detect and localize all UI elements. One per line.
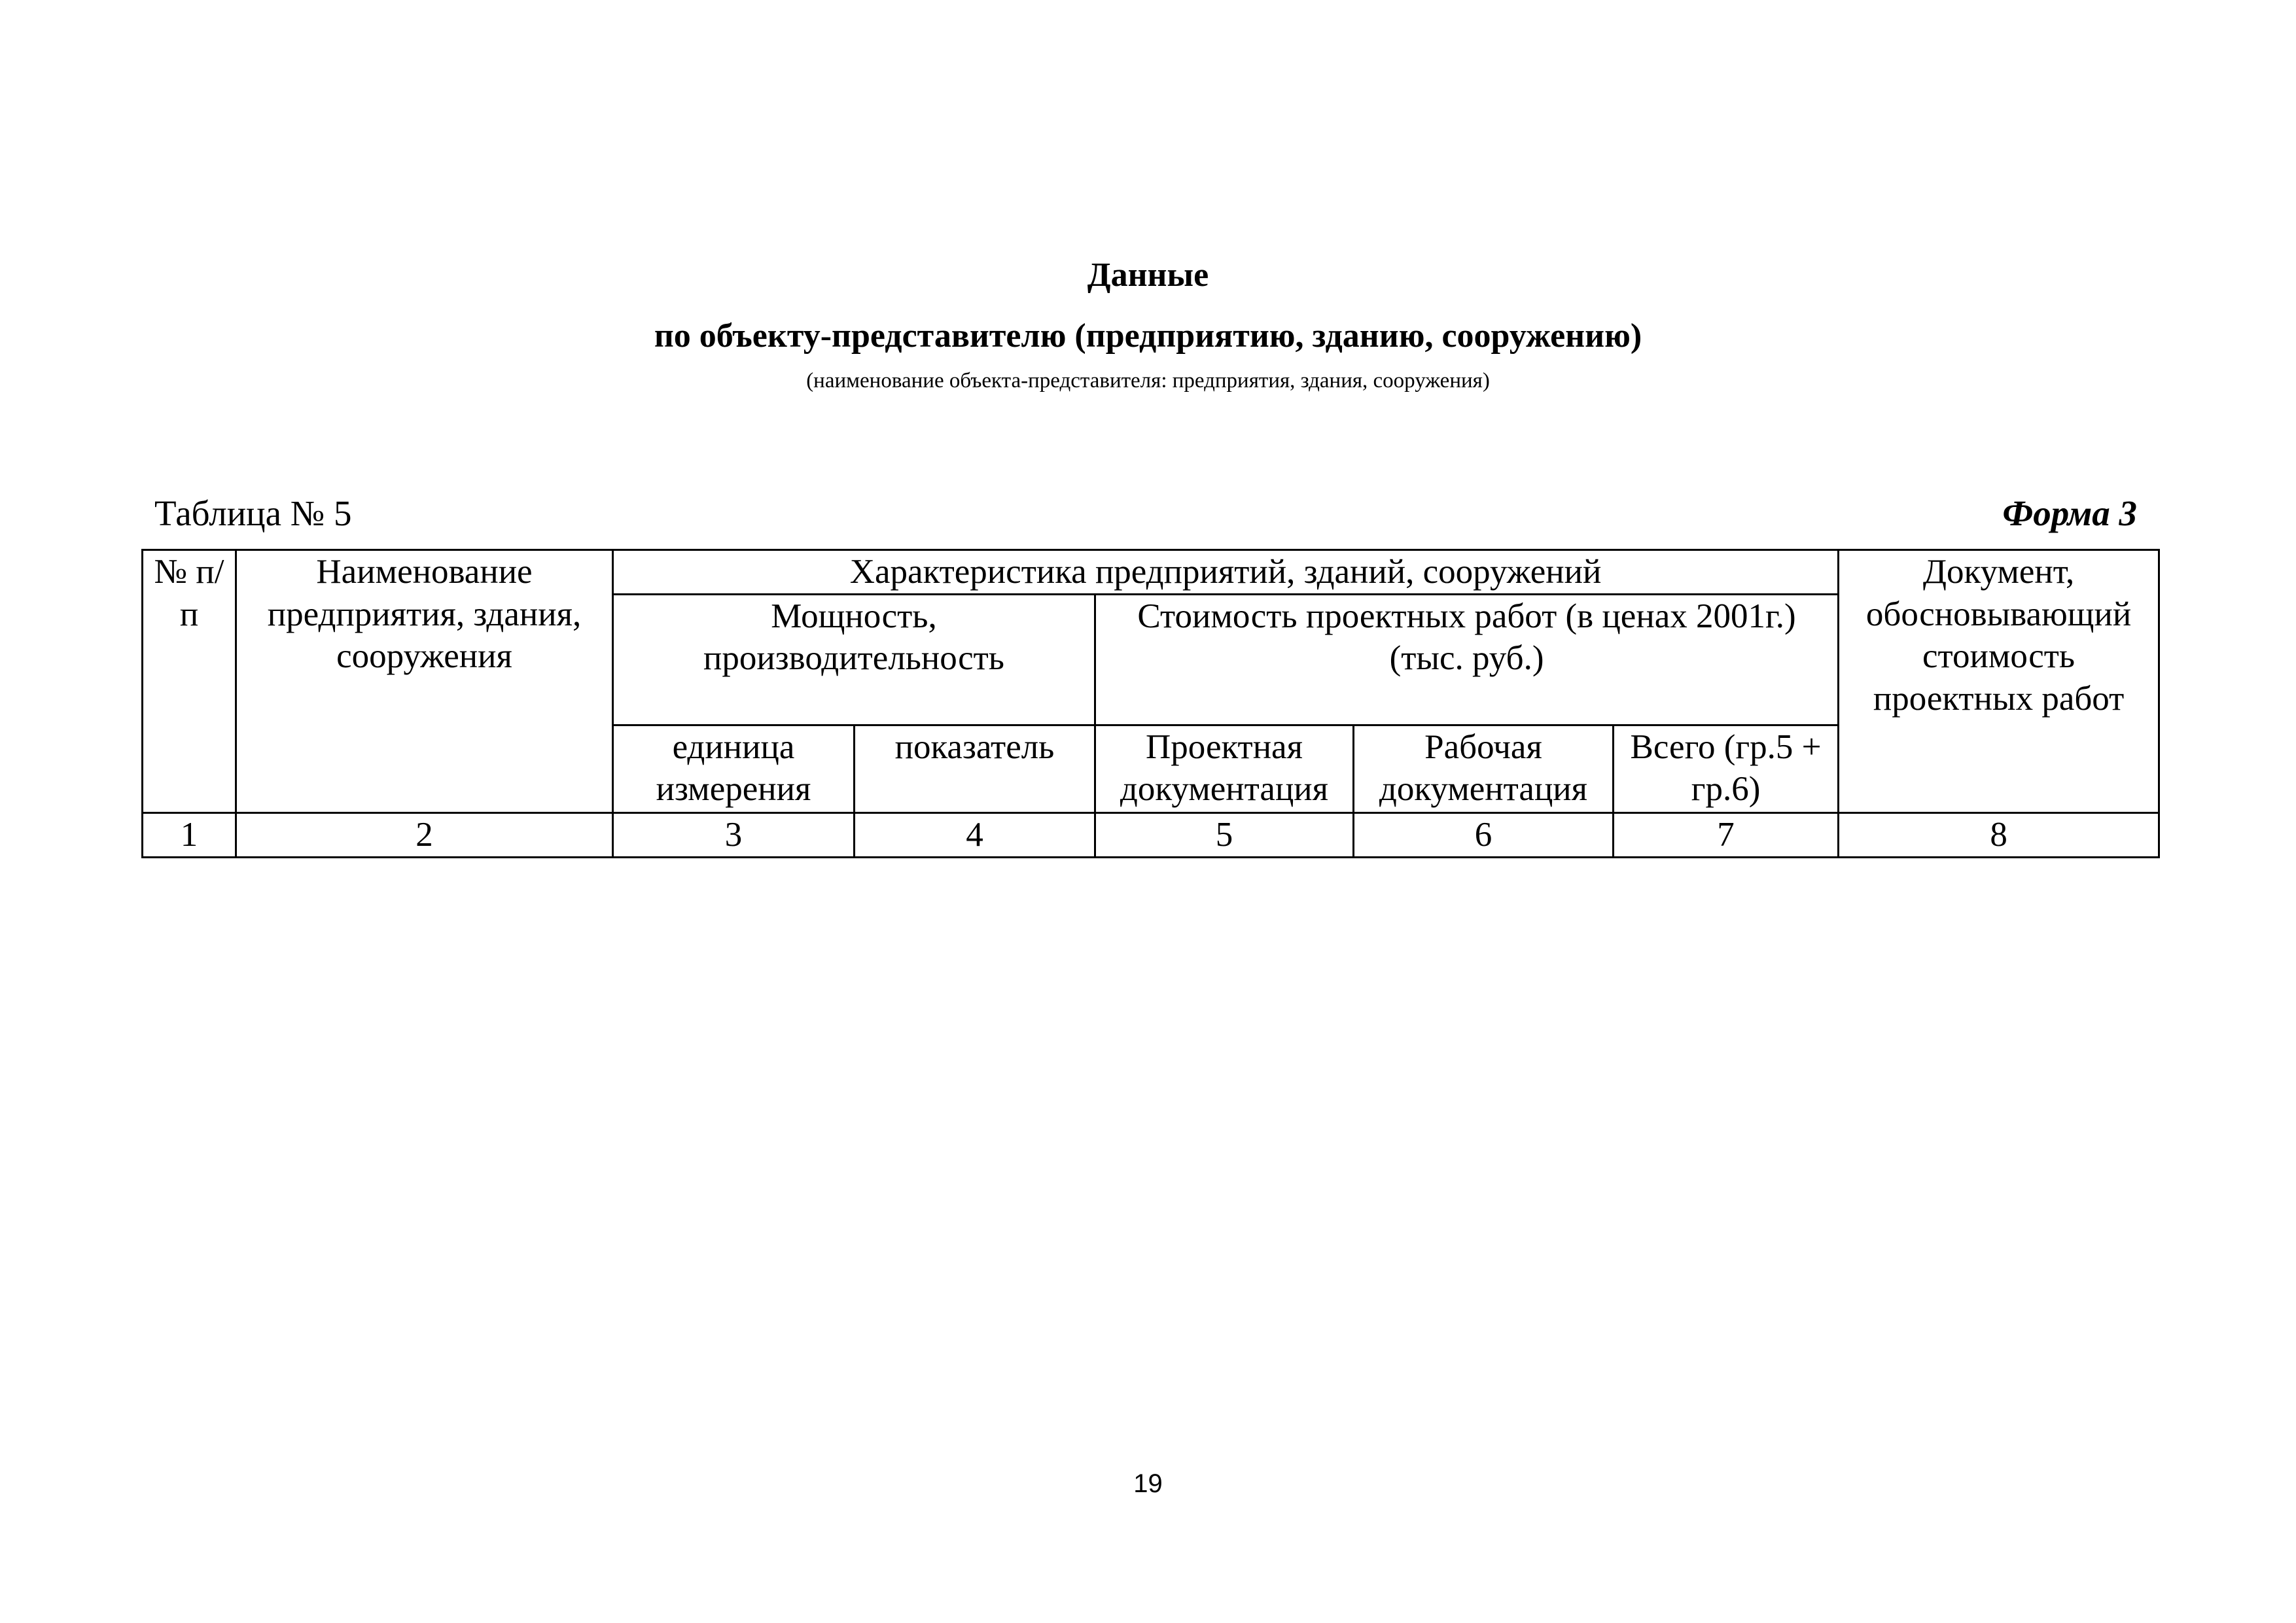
- column-number: 7: [1614, 812, 1839, 857]
- header-cell-document: Документ, обосновывающий стоимость проектных работ: [1839, 550, 2159, 813]
- column-number-row: [143, 812, 2159, 857]
- header-cell-number: № п/п: [143, 550, 236, 813]
- header-cell-working-doc: Рабочая документация: [1354, 725, 1614, 812]
- header-cell-project-doc: Проектная документация: [1095, 725, 1354, 812]
- object-name-note: (наименование объекта-представителя: предприятия, здания, сооружения): [806, 369, 1490, 393]
- table-number: Таблица № 5: [154, 493, 352, 533]
- column-number: 4: [855, 812, 1095, 857]
- column-number: 1: [143, 812, 236, 857]
- page-number: 19: [1133, 1469, 1163, 1498]
- column-number: 5: [1095, 812, 1354, 857]
- form-number: Форма 3: [2002, 493, 2137, 533]
- header-cell-cost: Стоимость проектных работ (в ценах 2001г.) (тыс. руб.): [1095, 594, 1839, 725]
- header-cell-capacity: Мощность, производительность: [613, 594, 1095, 725]
- column-number: 2: [236, 812, 613, 857]
- column-number: 6: [1354, 812, 1614, 857]
- page-subtitle: по объекту-представителю (предприятию, зданию, сооружению): [654, 317, 1642, 355]
- page-title: Данные: [1087, 256, 1209, 294]
- header-cell-total: Всего (гр.5 + гр.6): [1614, 725, 1839, 812]
- data-table: [141, 549, 2160, 858]
- column-number: 8: [1839, 812, 2159, 857]
- header-cell-characteristics: Характеристика предприятий, зданий, сооружений: [613, 550, 1839, 595]
- column-number: 3: [613, 812, 855, 857]
- header-cell-name: Наименование предприятия, здания, сооружения: [236, 550, 613, 813]
- header-cell-indicator: показатель: [855, 725, 1095, 812]
- header-row-1: [143, 550, 2159, 595]
- header-cell-unit: единица измерения: [613, 725, 855, 812]
